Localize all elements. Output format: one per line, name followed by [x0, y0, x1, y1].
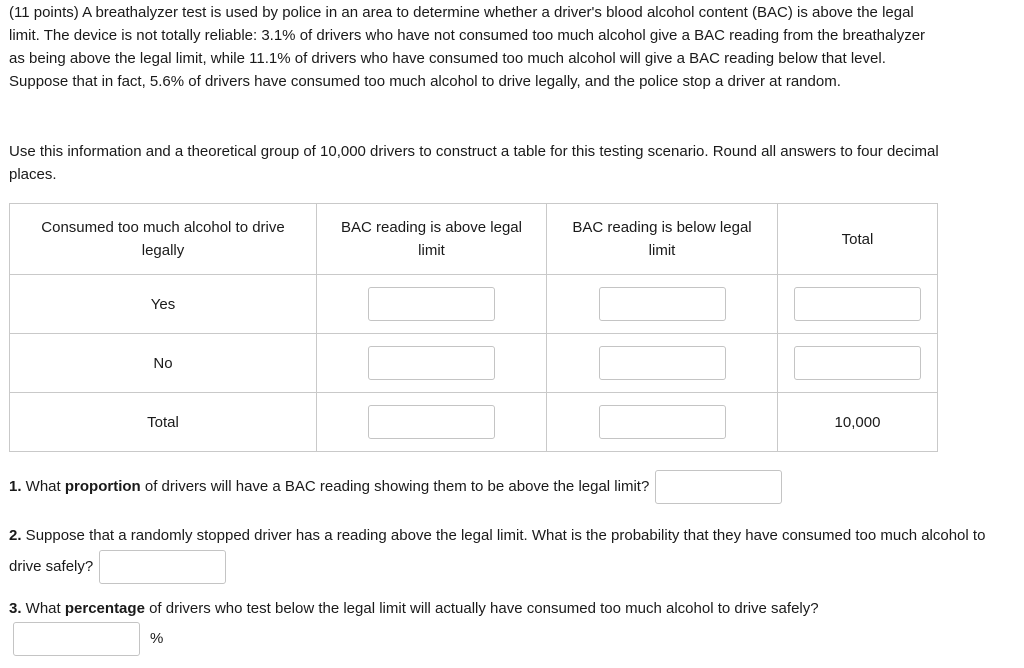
question-2-number: 2.: [9, 527, 22, 544]
question-3-post: of drivers who test below the legal limit will actually have consumed too much alcohol to drive safely?: [144, 600, 819, 617]
question-1-number: 1.: [9, 477, 22, 495]
cell-total-above: [317, 393, 547, 452]
total-above-input[interactable]: [368, 405, 495, 439]
problem-statement: (11 points) A breathalyzer test is used by police in an area to determine whether a driver's blood alcohol content (BAC) is above the legal limit. The device is not totally reliable: 3.1% of drivers who have not consumed too much alcohol give a BAC reading from the breathalyzer as being above the legal limit, while 11.1% of drivers who have consumed too much alcohol will give a BAC reading below that level. Suppose that in fact, 5.6% of drivers have consumed too much alcohol to drive legally, and the police stop a driver at random.: [9, 4, 926, 90]
question-1-answer-input[interactable]: [655, 470, 782, 504]
cell-no-total: [778, 334, 938, 393]
table-header-row: [10, 204, 938, 275]
table-instructions: Use this information and a theoretical group of 10,000 drivers to construct a table for this testing scenario. Round all answers to four decimal places.: [9, 143, 939, 183]
question-1-emphasis: proportion: [64, 477, 141, 495]
table-row-total: [10, 393, 938, 452]
no-total-input[interactable]: [794, 346, 921, 380]
question-3-number: 3.: [9, 600, 22, 617]
header-bac-above: BAC reading is above legal limit: [317, 204, 547, 275]
contingency-table: [9, 203, 938, 452]
cell-yes-below: [547, 275, 778, 334]
cell-no-above: [317, 334, 547, 393]
question-2-text: Suppose that a randomly stopped driver has a reading above the legal limit. What is the probability that they have consumed too much alcohol to drive safely?: [9, 527, 986, 575]
grand-total-value: 10,000: [778, 393, 938, 452]
row-label-total: Total: [10, 393, 317, 452]
cell-yes-total: [778, 275, 938, 334]
no-below-input[interactable]: [599, 346, 726, 380]
table-row-yes: [10, 275, 938, 334]
question-3: [9, 597, 999, 656]
row-label-yes: Yes: [10, 275, 317, 334]
question-3-pre: What: [21, 600, 65, 617]
question-2-answer-input[interactable]: [99, 550, 226, 584]
cell-yes-above: [317, 275, 547, 334]
question-3-emphasis: percentage: [64, 600, 145, 617]
total-below-input[interactable]: [599, 405, 726, 439]
cell-no-below: [547, 334, 778, 393]
yes-below-input[interactable]: [599, 287, 726, 321]
question-1-post: of drivers will have a BAC reading showing them to be above the legal limit?: [140, 477, 650, 495]
yes-total-input[interactable]: [794, 287, 921, 321]
question-1-pre: What: [21, 477, 65, 495]
header-total: Total: [778, 204, 938, 275]
header-bac-below: BAC reading is below legal limit: [547, 204, 778, 275]
question-1: [9, 470, 999, 504]
table-row-no: [10, 334, 938, 393]
yes-above-input[interactable]: [368, 287, 495, 321]
cell-total-below: [547, 393, 778, 452]
question-3-answer-input[interactable]: [13, 622, 140, 656]
question-2: [9, 522, 999, 584]
header-consumed-too-much: Consumed too much alcohol to drive legally: [10, 204, 317, 275]
row-label-no: No: [10, 334, 317, 393]
percent-unit: %: [150, 629, 164, 647]
no-above-input[interactable]: [368, 346, 495, 380]
